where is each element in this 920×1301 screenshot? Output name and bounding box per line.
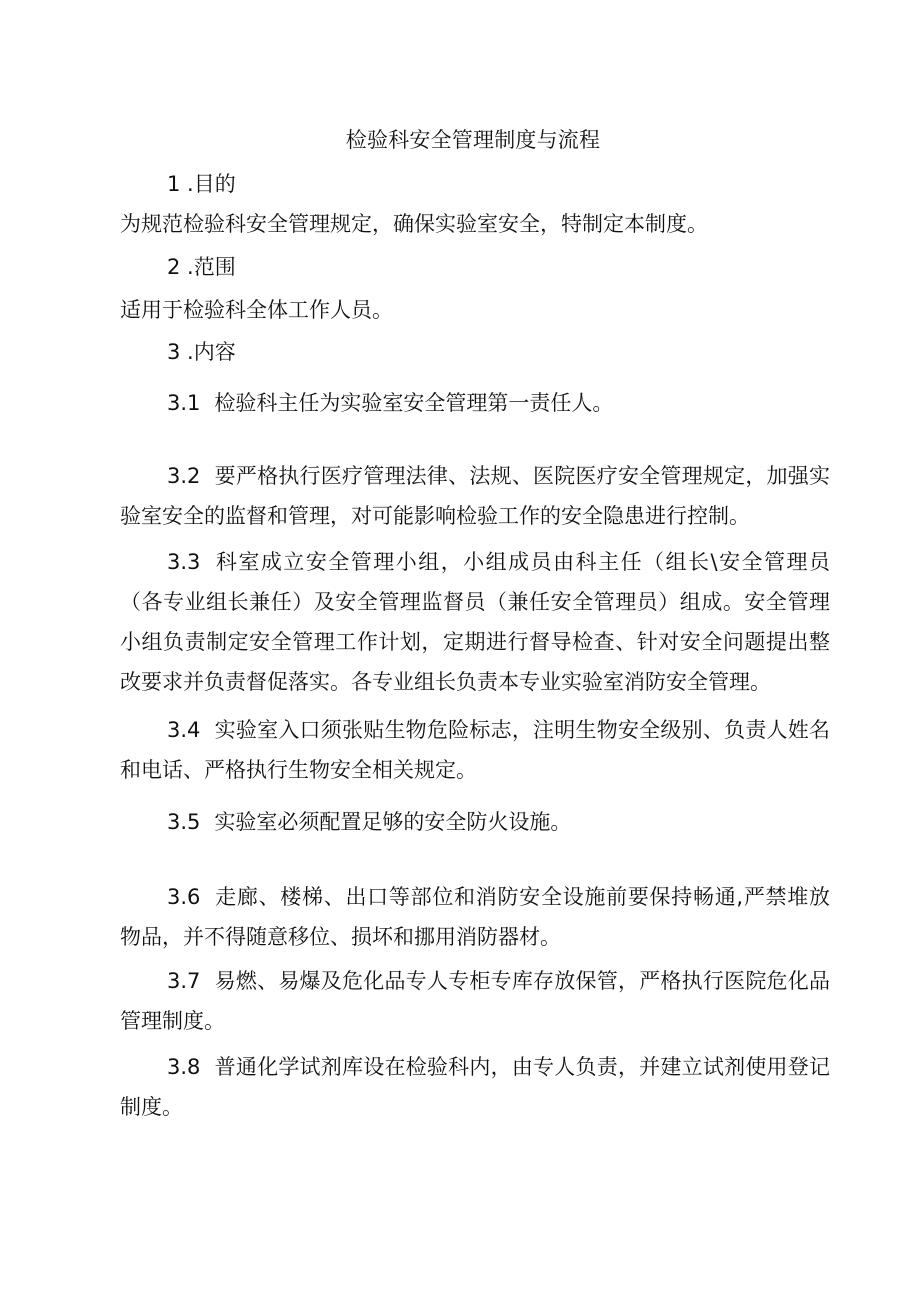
clause-3-5 bbox=[120, 802, 830, 842]
clause-text: 易燃、易爆及危化品专人专柜专库存放保管，严格执行医院危化品管理制度。 bbox=[120, 969, 830, 1033]
section-heading-scope: 2 .范围 bbox=[167, 255, 236, 279]
clause-number: 3.2 bbox=[167, 464, 201, 488]
section-body-purpose: 为规范检验科安全管理规定，确保实验室安全，特制定本制度。 bbox=[120, 212, 708, 236]
clause-text: 普通化学试剂库设在检验科内，由专人负责，并建立试剂使用登记制度。 bbox=[120, 1055, 830, 1119]
clause-number: 3.8 bbox=[167, 1055, 201, 1079]
section-heading-content: 3 .内容 bbox=[167, 340, 236, 364]
clause-3-4 bbox=[120, 710, 830, 790]
clause-number: 3.1 bbox=[167, 391, 201, 415]
clause-number: 3.4 bbox=[167, 718, 201, 742]
page-title: 检验科安全管理制度与流程 bbox=[345, 128, 601, 152]
clause-3-1 bbox=[120, 383, 830, 423]
section-body-scope: 适用于检验科全体工作人员。 bbox=[120, 298, 393, 322]
clause-3-7 bbox=[120, 961, 830, 1041]
clause-3-2 bbox=[120, 456, 830, 536]
clause-text: 实验室必须配置足够的安全防火设施。 bbox=[214, 810, 572, 834]
clause-number: 3.6 bbox=[167, 885, 201, 909]
clause-3-3 bbox=[120, 542, 830, 702]
clause-text: 走廊、楼梯、出口等部位和消防安全设施前要保持畅通,严禁堆放物品，并不得随意移位、损坏和挪用消防器材。 bbox=[120, 885, 830, 949]
clause-text: 检验科主任为实验室安全管理第一责任人。 bbox=[214, 391, 614, 415]
clause-3-6 bbox=[120, 877, 830, 957]
clause-text: 科室成立安全管理小组，小组成员由科主任（组长\安全管理员（各专业组长兼任）及安全管理监督员（兼任安全管理员）组成。安全管理小组负责制定安全管理工作计划，定期进行督导检查、针对安全问题提出整改要求并负责督促落实。各专业组长负责本专业实验室消防安全管理。 bbox=[120, 550, 830, 694]
clause-number: 3.5 bbox=[167, 810, 201, 834]
section-heading-purpose: 1 .目的 bbox=[167, 172, 236, 196]
clause-number: 3.7 bbox=[167, 969, 201, 993]
clause-number: 3.3 bbox=[167, 550, 201, 574]
clause-text: 要严格执行医疗管理法律、法规、医院医疗安全管理规定，加强实验室安全的监督和管理，对可能影响检验工作的安全隐患进行控制。 bbox=[120, 464, 830, 528]
clause-text: 实验室入口须张贴生物危险标志，注明生物安全级别、负责人姓名和电话、严格执行生物安全相关规定。 bbox=[120, 718, 830, 782]
clause-3-8 bbox=[120, 1047, 830, 1127]
